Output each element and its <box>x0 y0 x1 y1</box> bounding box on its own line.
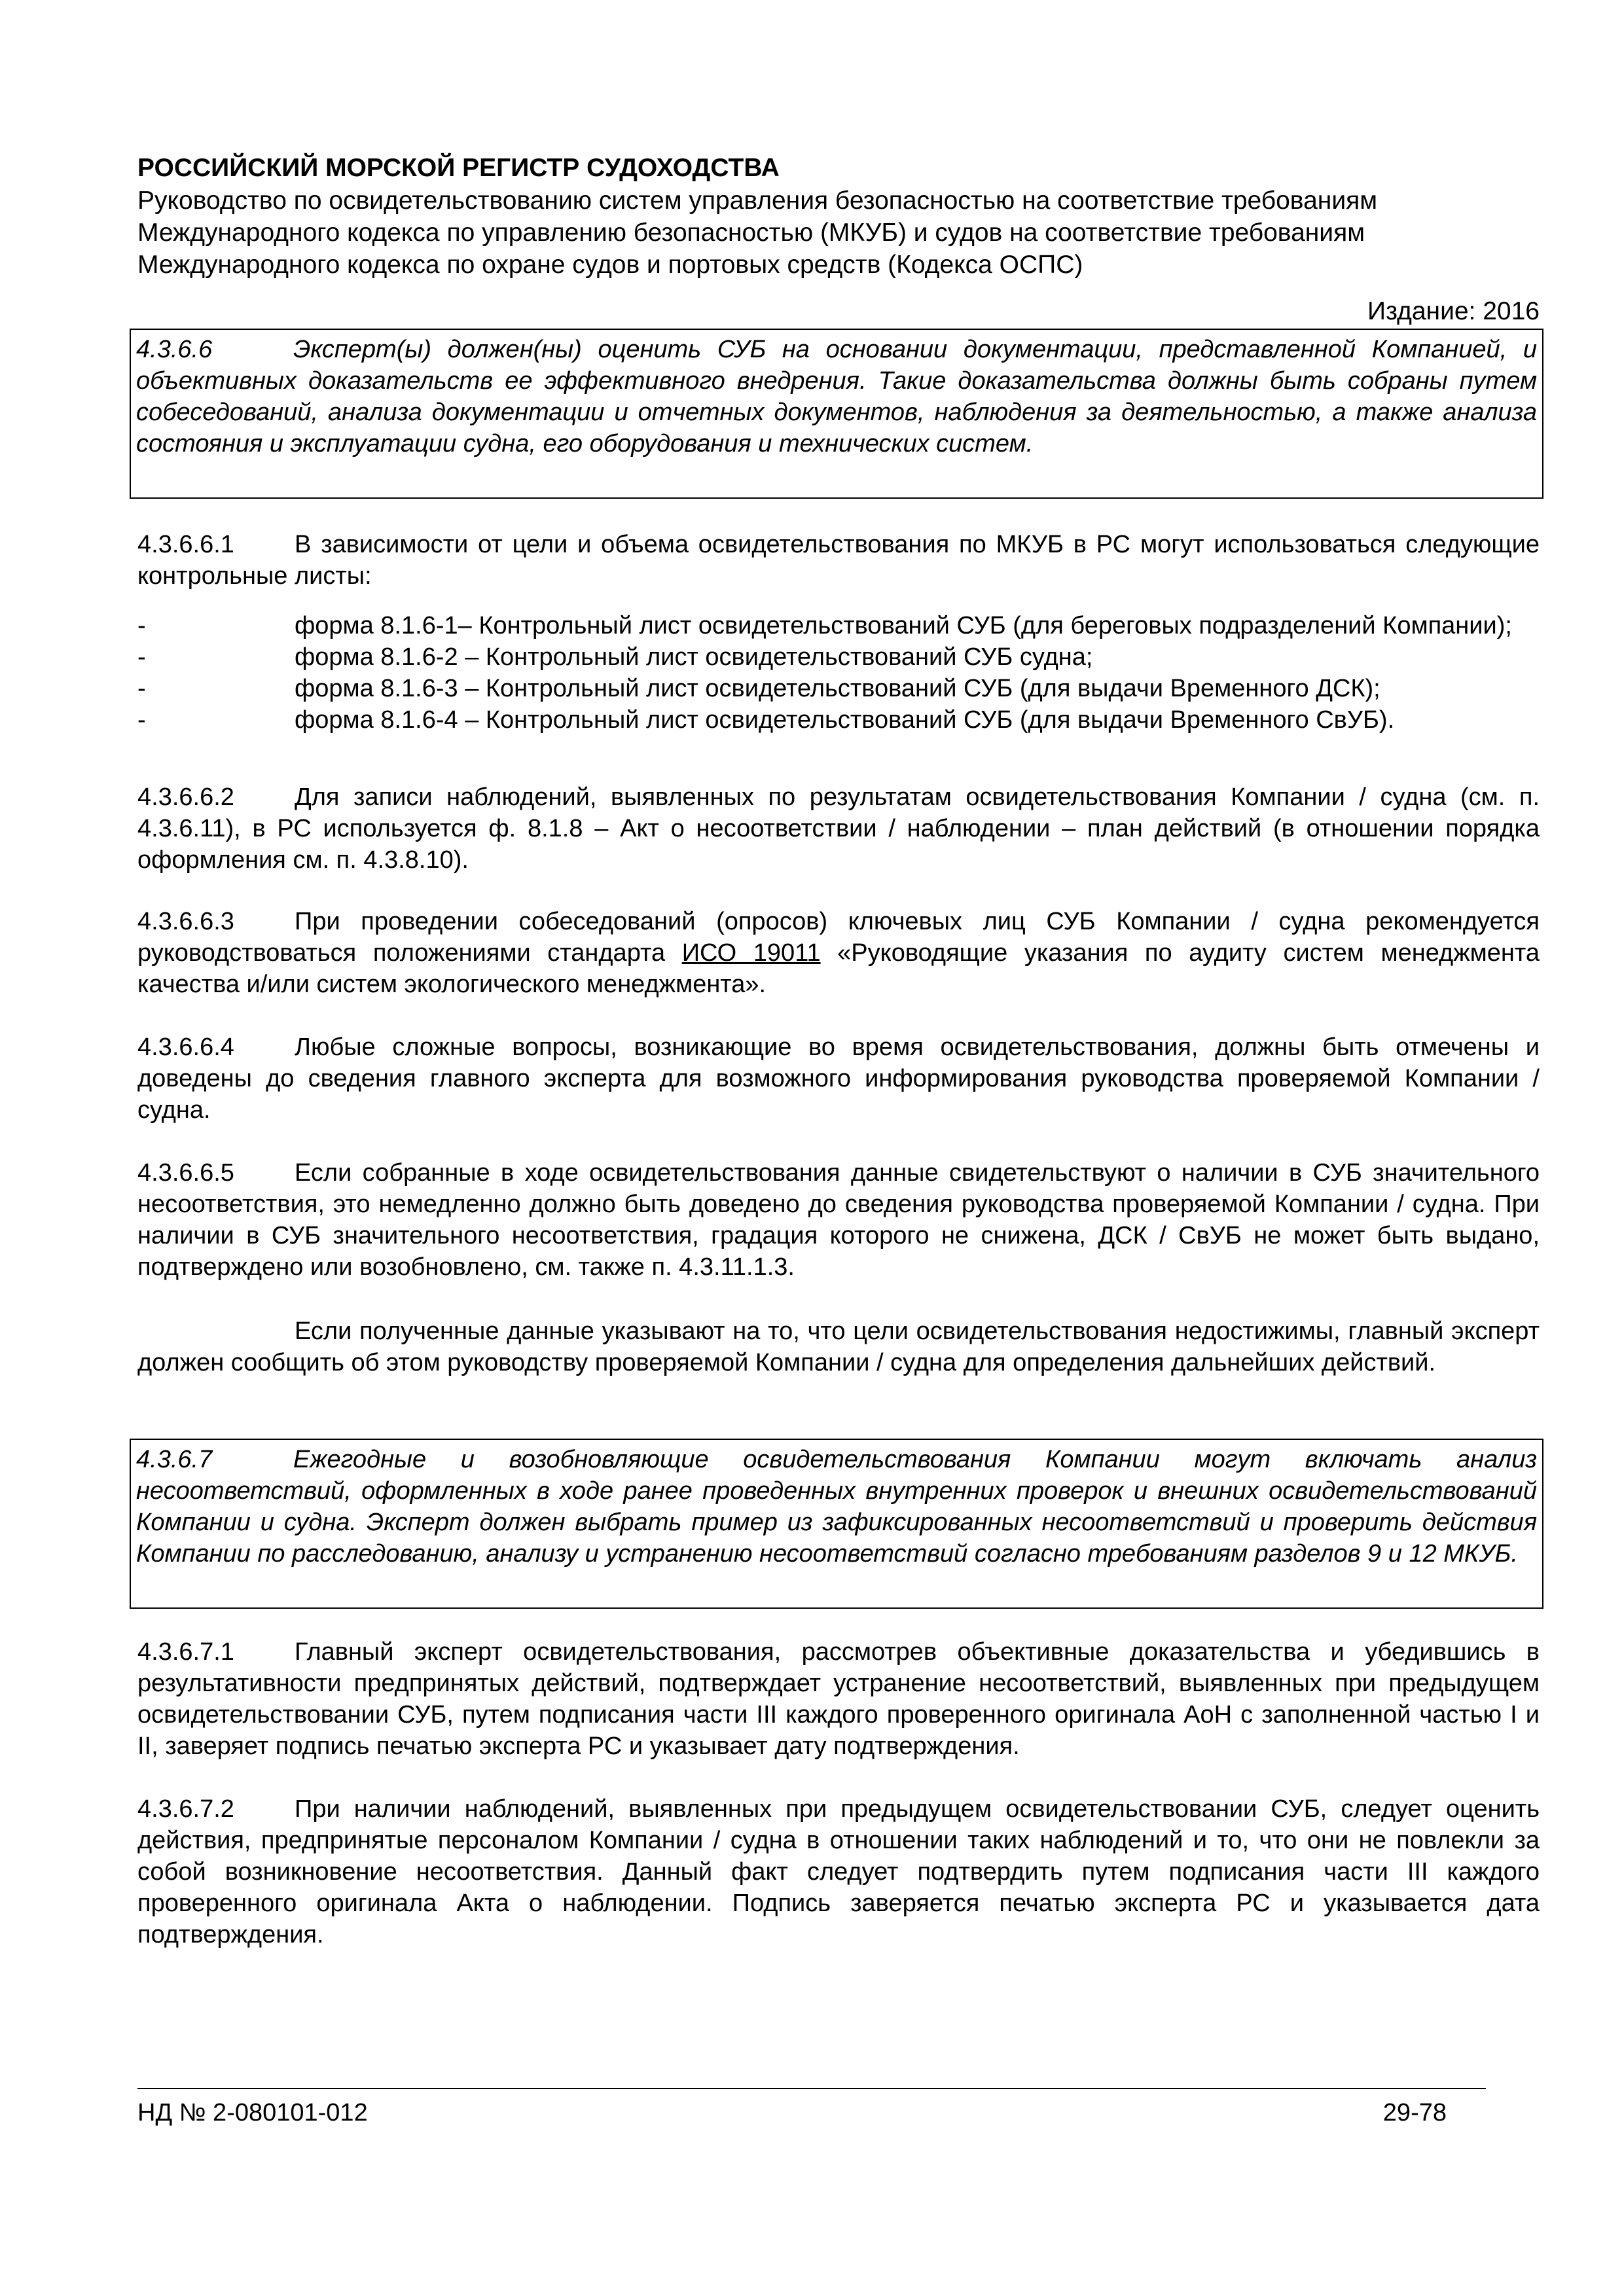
paragraph-text: В зависимости от цели и объема освидетельствования по МКУБ в РС могут использоваться следующие контрольные листы: <box>137 531 1540 590</box>
paragraph-text: Главный эксперт освидетельствования, рассмотрев объективные доказательства и убедившись в результативности предпринятых действий, подтверждает устранение несоответствий, выявленных при предыдущем освидетельствовании СУБ, путем подписания части III каждого проверенного оригинала АоН с заполненной частью I и II, заверяет подпись печатью эксперта РС и указывает дату подтверждения. <box>137 1638 1540 1760</box>
document-number: НД № 2-080101-012 <box>137 2099 368 2126</box>
list-item <box>137 641 1540 673</box>
paragraph-text: Любые сложные вопросы, возникающие во время освидетельствования, должны быть отмечены и доведены до сведения главного эксперта для возможного информирования руководства проверяемой Компании / судна. <box>137 1033 1540 1124</box>
paragraph-number: 4.3.6.6.5 <box>137 1159 234 1187</box>
list-item <box>137 610 1540 641</box>
list-item-text: форма 8.1.6-1– Контрольный лист освидетельствований СУБ (для береговых подразделений Компании); <box>295 612 1512 639</box>
document-title-line-1: Руководство по освидетельствованию систем управления безопасностью на соответствие требованиям <box>137 187 1378 215</box>
paragraph-number: 4.3.6.6.3 <box>137 908 234 935</box>
paragraph-4-3-6-6-3 <box>137 906 1540 1000</box>
checklist-forms-list <box>137 610 1540 736</box>
paragraph-text: Если собранные в ходе освидетельствования данные свидетельствуют о наличии в СУБ значительного несоответствия, это немедленно должно быть доведено до сведения руководства проверяемой Компании / судна. При наличии в СУБ значительного несоответствия, градация которого не снижена, ДСК / СвУБ не может быть выдано, подтверждено или возобновлено, см. также п. 4.3.11.1.3. <box>137 1159 1540 1281</box>
list-dash: - <box>137 675 146 702</box>
list-dash: - <box>137 612 146 639</box>
paragraph-number: 4.3.6.7.1 <box>137 1638 234 1666</box>
clause-text: Эксперт(ы) должен(ны) оценить СУБ на основании документации, представленной Компанией, и объективных доказательств ее эффективного внедрения. Такие доказательства должны быть собраны путем собеседований, анализа документации и отчетных документов, наблюдения за деятельностью, а также анализа состояния и эксплуатации судна, его оборудования и технических систем. <box>136 336 1537 457</box>
clause-text: Ежегодные и возобновляющие освидетельствования Компании могут включать анализ несоответствий, оформленных в ходе ранее проведенных внутренних проверок и внешних освидетельствований Компании и судна. Эксперт должен выбрать пример из зафиксированных несоответствий и проверить действия Компании по расследованию, анализу и устранению несоответствий согласно требованиям разделов 9 и 12 МКУБ. <box>136 1446 1537 1568</box>
list-item-text: форма 8.1.6-2 – Контрольный лист освидетельствований СУБ судна; <box>295 643 1093 671</box>
paragraph-text-start: При проведении собеседований (опросов) ключевых лиц СУБ Компании / судна рекомендуется руководствоваться положениями стандарта <box>137 908 1540 967</box>
paragraph-text-end: «Руководящие указания по аудиту систем менеджмента качества и/или систем экологического менеджмента». <box>137 939 1540 998</box>
clause-box-4-3-6-6 <box>130 329 1543 499</box>
list-dash: - <box>137 643 146 671</box>
document-title-line-3: Международного кодекса по охране судов и портовых средств (Кодекса ОСПС) <box>137 251 1083 279</box>
organization-name: РОССИЙСКИЙ МОРСКОЙ РЕГИСТР СУДОХОДСТВА <box>137 154 780 182</box>
clause-number: 4.3.6.6 <box>136 336 213 363</box>
paragraph-4-3-6-7-1 <box>137 1636 1540 1762</box>
paragraph-4-3-6-6-1 <box>137 529 1540 592</box>
list-item-text: форма 8.1.6-4 – Контрольный лист освидетельствований СУБ (для выдачи Временного СвУБ). <box>295 706 1395 734</box>
paragraph-4-3-6-6-5 <box>137 1157 1540 1283</box>
footer-divider <box>137 2088 1486 2089</box>
paragraph-continuation <box>137 1316 1540 1378</box>
clause-box-4-3-6-7 <box>130 1439 1543 1609</box>
paragraph-number: 4.3.6.6.2 <box>137 783 234 811</box>
list-item <box>137 673 1540 704</box>
edition-label: Издание: 2016 <box>1367 297 1540 325</box>
list-item-text: форма 8.1.6-3 – Контрольный лист освидетельствований СУБ (для выдачи Временного ДСК); <box>295 675 1380 702</box>
document-title-line-2: Международного кодекса по управлению безопасностью (МКУБ) и судов на соответствие требованиям <box>137 219 1365 247</box>
standard-reference-link[interactable]: ИСО 19011 <box>681 939 821 967</box>
paragraph-4-3-6-6-4 <box>137 1031 1540 1126</box>
list-item <box>137 704 1540 736</box>
paragraph-4-3-6-7-2 <box>137 1793 1540 1950</box>
paragraph-text: Если полученные данные указывают на то, что цели освидетельствования недостижимы, главный эксперт должен сообщить об этом руководству проверяемой Компании / судна для определения дальнейших действий. <box>137 1318 1540 1376</box>
list-dash: - <box>137 706 146 734</box>
page-number: 29-78 <box>1382 2099 1447 2126</box>
paragraph-number: 4.3.6.6.1 <box>137 531 234 558</box>
paragraph-number: 4.3.6.6.4 <box>137 1033 234 1061</box>
clause-number: 4.3.6.7 <box>136 1446 213 1473</box>
paragraph-number: 4.3.6.7.2 <box>137 1795 234 1823</box>
paragraph-text: При наличии наблюдений, выявленных при предыдущем освидетельствовании СУБ, следует оценить действия, предпринятые персоналом Компании / судна в отношении таких наблюдений и то, что они не повлекли за собой возникновение несоответствия. Данный факт следует подтвердить путем подписания части III каждого проверенного оригинала Акта о наблюдении. Подпись заверяется печатью эксперта РС и указывается дата подтверждения. <box>137 1795 1540 1948</box>
paragraph-text: Для записи наблюдений, выявленных по результатам освидетельствования Компании / судна (см. п. 4.3.6.11), в РС используется ф. 8.1.8 – Акт о несоответствии / наблюдении – план действий (в отношении порядка оформления см. п. 4.3.8.10). <box>137 783 1540 874</box>
paragraph-4-3-6-6-2 <box>137 781 1540 876</box>
document-header <box>137 152 1540 281</box>
